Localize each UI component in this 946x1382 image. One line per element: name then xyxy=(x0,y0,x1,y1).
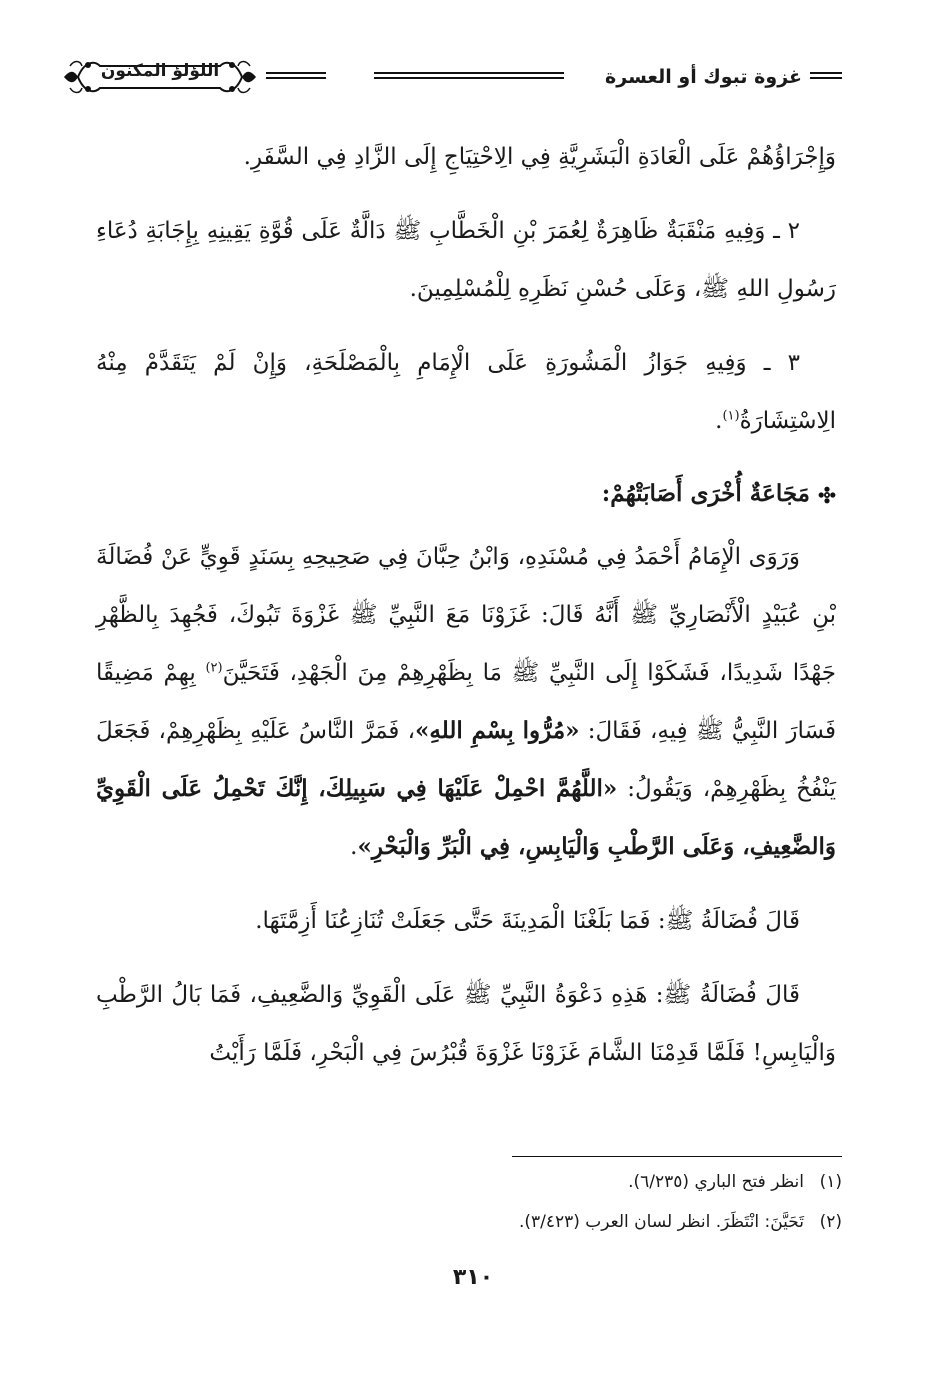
footnote-ref-2: (٢) xyxy=(205,660,223,676)
paragraph-6: قَالَ فُضَالَةُ ﷺ: هَذِهِ دَعْوَةُ النَّبِيِّ ﷺ عَلَى الْقَوِيِّ وَالضَّعِيفِ، فَمَا بَالُ الرَّطْبِ وَالْيَابِسِ! فَلَمَّا قَدِمْنَا الشَّامَ غَزَوْنَا غَزْوَةَ قُبْرُسَ فِي الْبَحْرِ، فَلَمَّا رَأَيْتُ xyxy=(96,982,836,1066)
flower-ornament-icon xyxy=(818,486,836,504)
main-text xyxy=(96,128,836,1082)
paragraph-5: قَالَ فُضَالَةُ ﷺ: فَمَا بَلَغْنَا الْمَدِينَةَ حَتَّى جَعَلَتْ تُنَازِعُنَا أَزِمَّتَهَا. xyxy=(255,908,800,934)
header-rule-right xyxy=(810,72,842,79)
footnote-1-text: انظر فتح الباري (٦/٢٣٥). xyxy=(628,1172,804,1192)
hadith-quote-1: «مُرُّوا بِسْمِ اللهِ» xyxy=(415,717,580,744)
footnote-separator xyxy=(512,1156,842,1157)
section-heading xyxy=(96,468,836,520)
hadith-quote-2: «اللَّهُمَّ احْمِلْ عَلَيْهَا فِي سَبِيلِكَ، إِنَّكَ تَحْمِلُ عَلَى الْقَوِيِّ وَالضَّعِيفِ، وَعَلَى الرَّطْبِ وَالْيَابِسِ، فِي الْبَرِّ وَالْبَحْرِ» xyxy=(96,775,836,860)
running-title: غزوة تبوك أو العسرة xyxy=(605,66,802,88)
paragraph-4-part-b: بِهِمْ مَضِيقًا فَسَارَ النَّبِيُّ ﷺ فِيهِ، فَقَالَ: xyxy=(96,660,837,744)
paragraph-3 xyxy=(96,334,836,450)
book-title: اللؤلؤ المكنون xyxy=(100,61,220,81)
paragraph-4-end: . xyxy=(350,834,358,860)
paragraph-1: وَإِجْرَاؤُهُمْ عَلَى الْعَادَةِ الْبَشَرِيَّةِ فِي الِاحْتِيَاجِ إِلَى الزَّادِ فِي السَّفَرِ. xyxy=(243,144,836,170)
paragraph-3-end: . xyxy=(715,408,723,434)
footnote-ref-1: (١) xyxy=(722,408,740,424)
paragraph-3-text: ٣ ـ وَفِيهِ جَوَازُ الْمَشُورَةِ عَلَى الْإِمَامِ بِالْمَصْلَحَةِ، وَإِنْ لَمْ يَتَقَدَّمْ مِنْهُ الِاسْتِشَارَةُ xyxy=(96,350,836,434)
paragraph-4 xyxy=(96,528,836,876)
footnote-1 xyxy=(106,1162,842,1202)
footnote-2-number: (٢) xyxy=(819,1212,842,1232)
header-rule-middle xyxy=(374,72,564,79)
paragraph-4-part-c: ، فَمَرَّ النَّاسُ عَلَيْهِ بِظَهْرِهِمْ، فَجَعَلَ يَنْفُخُ بِظَهْرِهِمْ، وَيَقُولُ: xyxy=(96,718,836,802)
footnotes xyxy=(106,1162,842,1242)
paragraph-2: ٢ ـ وَفِيهِ مَنْقَبَةٌ ظَاهِرَةٌ لِعُمَرَ بْنِ الْخَطَّابِ ﷺ دَالَّةٌ عَلَى قُوَّةِ يَقِينِهِ بِإِجَابَةِ دُعَاءِ رَسُولِ اللهِ ﷺ، وَعَلَى حُسْنِ نَظَرِهِ لِلْمُسْلِمِينَ. xyxy=(96,218,836,302)
header-rule-left xyxy=(266,72,326,79)
page-header xyxy=(60,52,840,108)
footnote-2 xyxy=(106,1202,842,1242)
footnote-1-number: (١) xyxy=(819,1172,842,1192)
section-heading-text: مَجَاعَةٌ أُخْرَى أَصَابَتْهُمْ: xyxy=(601,480,810,507)
page-number: ٣١٠ xyxy=(452,1265,494,1290)
footnote-2-text: تَحَيَّنَ: انْتَظَرَ. انظر لسان العرب (٣/٤٢٣). xyxy=(518,1212,804,1232)
paragraph-4-part-a: وَرَوَى الْإِمَامُ أَحْمَدُ فِي مُسْنَدِهِ، وَابْنُ حِبَّانَ فِي صَحِيحِهِ بِسَنَدٍ قَوِيٍّ عَنْ فُضَالَةَ بْنِ عُبَيْدٍ الْأَنْصَارِيِّ ﷺ أَنَّهُ قَالَ: غَزَوْنَا مَعَ النَّبِيِّ ﷺ غَزْوَةَ تَبُوكَ، فَجُهِدَ بِالظَّهْرِ جَهْدًا شَدِيدًا، فَشَكَوْا إِلَى النَّبِيِّ ﷺ مَا بِظَهْرِهِمْ مِنَ الْجَهْدِ، فَتَحَيَّنَ xyxy=(96,544,836,686)
